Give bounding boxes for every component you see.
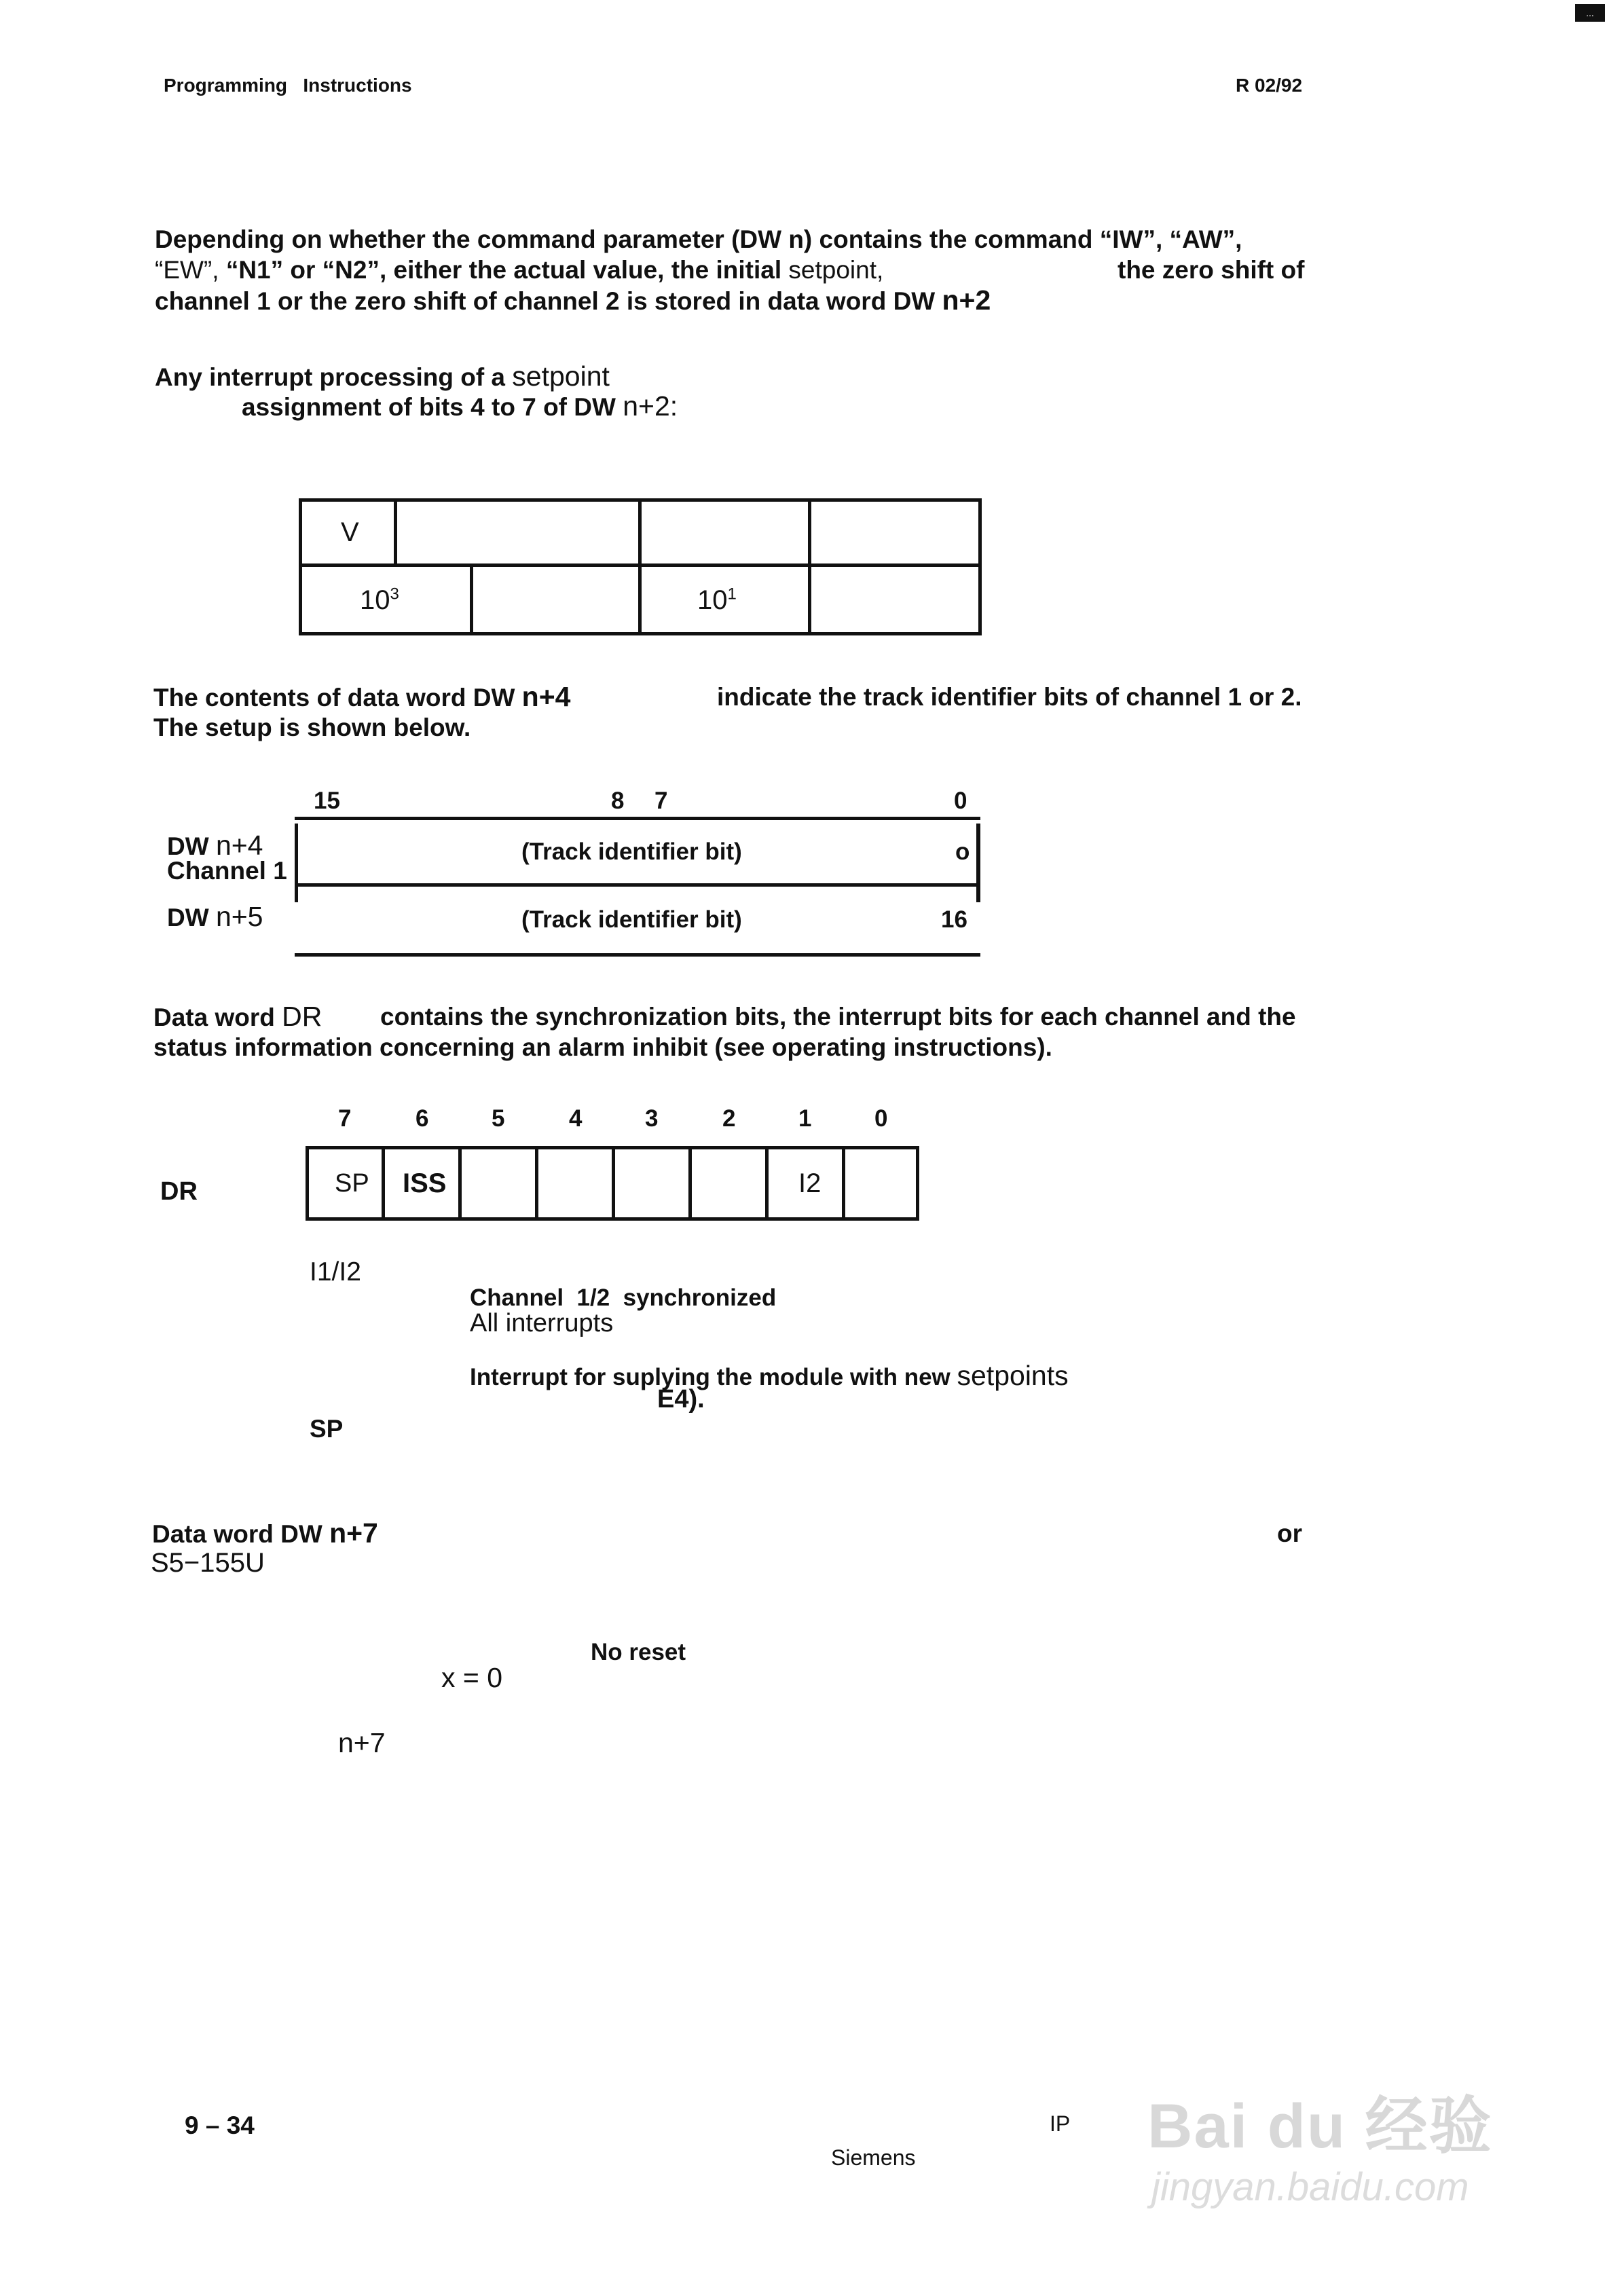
bcd-table <box>299 498 982 635</box>
dr-cell-4 <box>535 1146 612 1221</box>
track-row2-label <box>167 901 263 933</box>
track-row1-text: (Track identifier bit) <box>521 838 742 865</box>
legend-e4: E4). <box>657 1385 705 1413</box>
dr-cell-2 <box>688 1146 765 1221</box>
bcd-10e3-exp: 3 <box>390 585 399 604</box>
para1-dw-n2: n+2 <box>942 284 991 316</box>
para1-line1: Depending on whether the command parameter (DW n) contains the command “IW”, “AW”, <box>155 225 1242 253</box>
dr-bit-5: 5 <box>492 1105 505 1132</box>
bcd-v-label: V <box>341 517 359 547</box>
para1-n1n2: “N1” or “N2”, either the actual value, the initial <box>225 256 782 284</box>
para1-line3 <box>155 285 991 316</box>
dr-label: DR <box>160 1177 198 1206</box>
para4-dr: DR <box>282 1001 322 1032</box>
bcd-10e3 <box>360 585 399 616</box>
bcd-10e1-base: 10 <box>697 585 728 615</box>
legend-sp: SP <box>310 1415 344 1443</box>
dr-bit-1: 1 <box>798 1105 812 1132</box>
dr-cell-3 <box>612 1146 688 1221</box>
legend-interrupt-line <box>470 1360 1069 1392</box>
para3-line1-text: The contents of data word DW <box>153 684 515 711</box>
dr-bit-0: 0 <box>874 1105 888 1132</box>
para3-line2: The setup is shown below. <box>153 714 471 741</box>
footer-company: Siemens <box>831 2145 916 2170</box>
para4-line1-end: contains the synchronization bits, the interrupt bits for each channel and the <box>380 1003 1296 1031</box>
para4-line1 <box>153 1001 322 1033</box>
header-revision: R 02/92 <box>1236 75 1303 96</box>
dr-bit-6: 6 <box>416 1105 429 1132</box>
x-equals-0: x = 0 <box>441 1662 503 1693</box>
para1-setpoint: setpoint, <box>788 256 884 284</box>
para5-dw-n7: n+7 <box>329 1517 378 1549</box>
track-register <box>295 817 980 957</box>
track-row1-channel: Channel 1 <box>167 857 287 885</box>
dr-cell-6: ISS <box>382 1146 458 1221</box>
para2-line2-text: assignment of bits 4 to 7 of DW <box>242 393 616 421</box>
track-bit-8: 8 <box>611 788 625 814</box>
dr-cell-5 <box>458 1146 535 1221</box>
track-bit-15: 15 <box>314 788 340 814</box>
para2-line1-text: Any interrupt processing of a <box>155 363 506 391</box>
para1-line2-end: the zero shift of <box>1118 256 1305 284</box>
dr-cell-7: SP <box>306 1146 382 1221</box>
track-row2-dw: DW <box>167 904 209 931</box>
para4-line2: status information concerning an alarm inhibit (see operating instructions). <box>153 1033 1052 1061</box>
legend-all-interrupts: All interrupts <box>470 1309 614 1337</box>
bcd-10e1 <box>697 585 737 616</box>
track-bit-0: 0 <box>954 788 967 814</box>
header-title: Programming Instructions <box>164 75 412 96</box>
dr-bit-4: 4 <box>569 1105 583 1132</box>
para5-s5-155u: S5−155U <box>151 1548 265 1578</box>
track-row2-end: 16 <box>941 906 967 933</box>
para3-line1 <box>153 682 570 713</box>
para1-line3-text: channel 1 or the zero shift of channel 2 is stored in data word DW <box>155 287 936 315</box>
legend-int-a: Interrupt for su <box>470 1364 640 1390</box>
footer-page-number: 9 – 34 <box>185 2111 255 2139</box>
n-plus-7: n+7 <box>338 1727 386 1758</box>
legend-int-setpoints: setpoints <box>957 1360 1069 1391</box>
dr-bit-7: 7 <box>338 1105 352 1132</box>
no-reset: No reset <box>591 1639 686 1665</box>
para5-line1 <box>152 1518 378 1549</box>
dr-cell-1: I2 <box>765 1146 842 1221</box>
bcd-10e3-base: 10 <box>360 585 390 615</box>
dr-bit-3: 3 <box>645 1105 659 1132</box>
track-row1-n4: n+4 <box>215 830 263 861</box>
para1-line2 <box>155 255 883 285</box>
legend-sync: Channel 1/2 synchronized <box>470 1284 777 1311</box>
para2-line1 <box>155 361 610 392</box>
baidu-watermark-brand: Bai du 经验 <box>1147 2092 1493 2161</box>
para3-line1-end: indicate the track identifier bits of channel 1 or 2. <box>717 683 1302 711</box>
track-row2-n5: n+5 <box>215 901 263 932</box>
legend-int-b: plying the module with new <box>640 1364 951 1390</box>
bcd-10e1-exp: 1 <box>727 585 737 604</box>
para1-ew: “EW”, <box>155 256 219 284</box>
para2-dw-n2: n+2: <box>623 390 678 422</box>
para5-text: Data word DW <box>152 1520 322 1548</box>
dr-register-box <box>306 1146 923 1221</box>
dr-bit-numbers <box>306 1105 923 1136</box>
para3-dw-n4: n+4 <box>521 681 571 712</box>
dr-cell-0 <box>842 1146 919 1221</box>
baidu-watermark-url: jingyan.baidu.com <box>1151 2165 1469 2209</box>
legend-i1i2: I1/I2 <box>310 1257 361 1287</box>
footer-ip: IP <box>1050 2111 1071 2136</box>
para2-setpoint: setpoint <box>512 361 610 392</box>
para5-or: or <box>1277 1519 1302 1547</box>
corner-mark: ... <box>1575 4 1605 22</box>
track-row1-dw: DW <box>167 832 209 860</box>
para4-dataword: Data word <box>153 1003 275 1031</box>
dr-bit-2: 2 <box>722 1105 736 1132</box>
track-row2-text: (Track identifier bit) <box>521 906 742 933</box>
para2-line2 <box>242 391 678 422</box>
track-bit-7: 7 <box>654 788 668 814</box>
track-row1-end: o <box>955 838 970 865</box>
